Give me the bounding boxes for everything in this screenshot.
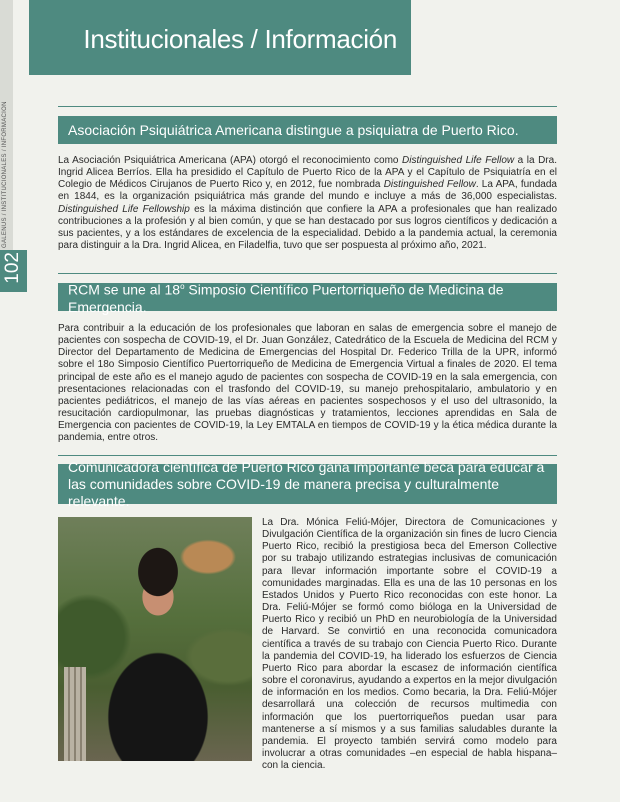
section-header-title: Institucionales / Información <box>83 24 397 54</box>
article-1-rule <box>58 106 557 107</box>
article-1-italic-a: Distinguished Life Fellow <box>402 155 515 166</box>
article-2-title-main: RCM se une al 18 <box>68 281 181 298</box>
article-1-title <box>58 116 557 144</box>
article-1-text-c: . La APA, fundada en 1844, es la organización psiquiátrica más grande del mundo e incluye a más de 36,000 especialistas. <box>58 179 557 203</box>
article-1-text-b: a la Dra. Ingrid Alicea Berríos. Ella ha presidido el Capítulo de Puerto Rico de la APA y el Capítulo de Psiquiatría en el Colegio de Médicos Cirujanos de Puerto Rico y, en 2012, fue nombrada <box>58 155 557 191</box>
bench-graphic <box>64 667 86 761</box>
article-3-body: La Dra. Mónica Feliú-Mójer, Directora de Comunicaciones y Divulgación Científica de la organización sin fines de lucro Ciencia Puerto Rico, recibió la prestigiosa beca del Emerson Collective por su trabajo utilizando estrategias inclusivas de comunicación para llevar información importante sobre el COVID-19 a comunidades marginadas. Ella es una de las 10 personas en los Estados Unidos y Puerto Rico reconocidas con este honor. La Dra. Feliú-Mójer se formó como bióloga en la Universidad de Puerto Rico y recibió un PhD en neurobiología de la Universidad de Harvard. Se convirtió en una reconocida comunicadora científica a través de su trabajo con Ciencia Puerto Rico. Durante la pandemia del COVID-19, ha liderado los esfuerzos de Ciencia Puerto Rico para abordar la escasez de información científica sobre el coronavirus, ayudando a expertos en la mejor divulgación de información en los medios. Como becaria, la Dra. Feliú-Mójer desarrollará una colección de recursos multimedia con información que los puertorriqueños puedan usar para mantenerse a sí mismos y a sus familias saludables durante la pandemia. El proyecto también servirá como modelo para involucrar a otras comunidades –en especial de habla hispana– con la ciencia. <box>262 517 557 772</box>
article-2-title-text <box>68 278 547 316</box>
article-1-text-d: es la máxima distinción que confiere la APA a profesionales que han realizado contribuciones a la profesión y al bien común, y que se han destacado por sus logros científicos y dedicación a sus pacientes, y a los estándares de excelencia de la especialidad. Debido a la pandemia actual, la ceremonia para distinguir a la Dra. Ingrid Alicea, en Filadelfia, tuvo que ser pospuesta al próximo año, 2021. <box>58 203 558 252</box>
article-3-rule <box>58 455 557 456</box>
running-head: GALENUS / INSTITUCIONALES / INFORMACIÓN <box>2 101 8 248</box>
article-1-italic-b: Distinguished Fellow <box>383 179 476 191</box>
article-2-title-sup: o <box>180 282 185 292</box>
article-2-title <box>58 281 557 315</box>
page-number-tab <box>0 250 27 292</box>
article-1-body <box>58 155 557 252</box>
page-number: 102 <box>2 252 23 284</box>
portrait-photo <box>58 517 252 761</box>
article-2-title-rest: Simposio Científico Puertorriqueño de Medicina de Emergencia. <box>68 281 504 315</box>
article-1-text-a: La Asociación Psiquiátrica Americana (APA) otorgó el reconocimiento como <box>58 155 403 166</box>
article-1-italic-c: Distinguished Life Fellowship <box>58 203 190 215</box>
article-2-body: Para contribuir a la educación de los profesionales que laboran en salas de emergencia sobre el manejo de pacientes con sospecha de COVID-19, el Dr. Juan González, Catedrático de la Escuela de Medicina del RCM y Director del Departamento de Medicina de Emergencias del Hospital Dr. Federico Trilla de la UPR, informó sobre el 18o Simposio Científico Puertorriqueño de Medicina de Emergencia Virtual a finales de 2020. El tema principal de este año es el manejo agudo de pacientes con sospecha de COVID-19 en la sala emergencia, con presentaciones relacionadas con el trasfondo del COVID-19, su manejo prehospitalario, ambulatorio y en pacientes pediátricos, el manejo de las vías aéreas en pacientes sospechosos y el uso del ultrasonido, la resucitación cardiopulmonar, las pruebas diagnósticas y tratamientos, lecciones aprendidas en Sala de Emergencia con pacientes de COVID-19, la Ley EMTALA en tiempos de COVID-19 y la ética médica durante la pandemia, entre otros. <box>58 323 557 444</box>
article-1-title-text: Asociación Psiquiátrica Americana distingue a psiquiatra de Puerto Rico. <box>68 121 519 138</box>
section-header-band <box>29 0 411 75</box>
article-3-title <box>58 458 557 509</box>
article-3-title-text: Comunicadora científica de Puerto Rico gana importante beca para educar a las comunidades sobre COVID-19 de manera precisa y culturalmente relevante. <box>68 458 545 509</box>
article-2-rule <box>58 273 557 274</box>
